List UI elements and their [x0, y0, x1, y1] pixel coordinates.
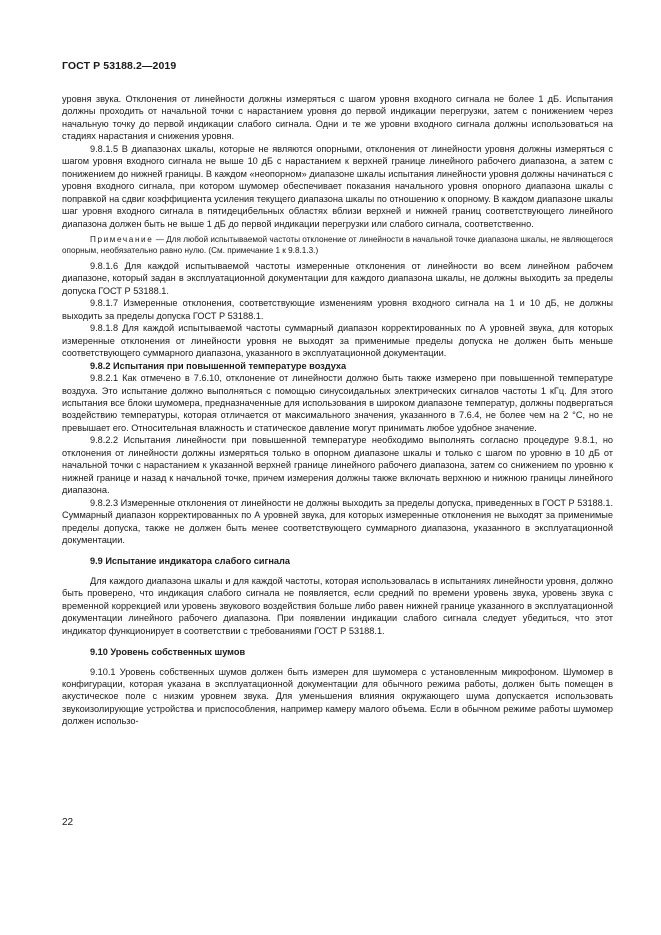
document-body [62, 93, 613, 728]
heading-9-8-2: 9.8.2 Испытания при повышенной температуре воздуха [90, 360, 347, 371]
note-text: — Для любой испытываемой частоты отклонение от линейности в начальной точке диапазона шкалы, не являющегося опорным, необязательно равно нулю. (См. примечание 1 к 9.8.1.3.) [62, 234, 613, 255]
note-label: Примечание [90, 234, 154, 244]
paragraph-continuation: уровня звука. Отклонения от линейности должны измеряться с шагом уровня входного сигнала не более 1 дБ. Испытания должны проходить от начальной точки с нарастанием уровня до первой индикации перегрузки, затем с понижением через начальную точку до первой индикации слабого сигнала. Одни и те же уровни входного сигнала должны использоваться на стадиях нарастания и снижения уровня. [62, 94, 613, 142]
paragraph-9-10-1: 9.10.1 Уровень собственных шумов должен быть измерен для шумомера с установленным микрофоном. Шумомер в конфигурации, которая указана в эксплуатационной документации для обычного режима работы, должен быть помещен в акустическое поле с низким уровнем звука. Для уменьшения влияния окружающего шума допускается использовать звукоизолирующие устройства и приспособления, например камеру малого объема. Если в обычном режиме работы шумомер должен использо- [62, 666, 613, 727]
heading-9-9: 9.9 Испытание индикатора слабого сигнала [90, 556, 290, 567]
document-header: ГОСТ Р 53188.2—2019 [62, 60, 177, 72]
page-number: 22 [62, 817, 74, 828]
paragraph-9-8-1-6: 9.8.1.6 Для каждой испытываемой частоты измеренные отклонения от линейности во всем линейном рабочем диапазоне, который задан в эксплуатационной документации для каждого диапазона шкалы, не должны выходить за пределы допуска ГОСТ Р 53188.1. [62, 260, 613, 296]
paragraph-9-8-2-3: 9.8.2.3 Измеренные отклонения от линейности не должны выходить за пределы допуска, приведенных в ГОСТ Р 53188.1. Суммарный диапазон корректированных по А уровней звука, для которых измеренные отклонения не выходят за применимые пределы допуска, также не должен быть менее соответствующего суммарного диапазона, указанного в эксплуатационной документации. [62, 497, 613, 545]
paragraph-9-8-2-1: 9.8.2.1 Как отмечено в 7.6.10, отклонение от линейности должно быть также измерено при повышенной температуре воздуха. Это испытание должно выполняться с помощью синусоидальных электрических сигналов частоты 1 кГц. Для этого испытания все блоки шумомера, предназначенные для использования в широком диапазоне температур, должны подвергаться воздействию температуры, которая отличается от максимального значения, указанного в 7.6.4, не более чем на 2 °С, но не превышает его. Относительная влажность и статическое давление могут принимать любое удобное значение. [62, 373, 613, 433]
heading-9-10: 9.10 Уровень собственных шумов [90, 647, 246, 658]
paragraph-9-8-1-7: 9.8.1.7 Измеренные отклонения, соответствующие изменениям уровня входного сигнала на 1 и 10 дБ, не должны выходить за пределы допуска ГОСТ Р 53188.1. [62, 298, 613, 321]
paragraph-9-8-2-2: 9.8.2.2 Испытания линейности при повышенной температуре необходимо выполнять согласно процедуре 9.8.1, но отклонения от линейности должны измеряться только в опорном диапазоне шкалы и только с шагом по уровню в 10 дБ от начальной точки с нарастанием к указанной верхней границе линейного рабочего диапазона, затем со снижением по уровню к нижней границе и назад к начальной точке, причем измерения должны также включать верхнюю и нижнюю границы линейного диапазона. [62, 435, 613, 496]
note [62, 234, 613, 256]
paragraph-9-8-1-5: 9.8.1.5 В диапазонах шкалы, которые не являются опорными, отклонения от линейности уровня должны измеряться с шагом уровня входного сигнала не выше 10 дБ с нарастанием к верхней границе линейного рабочего диапазона, а затем с понижением до нижней границы. В каждом «неопорном» диапазоне шкалы испытания линейности уровня должны начинаться с уровня входного сигнала, при котором шумомер обеспечивает показания начального уровня опорного диапазона шкалы с поправкой на сдвиг коэффициента усиления текущего диапазона шкалы по отношению к опорному. В каждом диапазоне шкалы шаг уровня входного сигнала в пятидецибельных областях вблизи верхней и нижней границ соответствующего линейного диапазона должен быть не выше 1 дБ до первой индикации перегрузки или слабого сигнала, соответственно. [62, 143, 613, 229]
paragraph-9-9: Для каждого диапазона шкалы и для каждой частоты, которая использовалась в испытаниях линейности уровня, должно быть проверено, что индикация слабого сигнала не появляется, если средний по времени уровень звука, уровень звука с временной коррекцией или уровень звукового воздействия больше либо равен нижней границе указанного в эксплуатационной документации линейного рабочего диапазона. При появлении индикации слабого сигнала следует убедиться, что этот индикатор функционирует в соответствии с требованиями ГОСТ Р 53188.1. [62, 575, 613, 636]
paragraph-9-8-1-8: 9.8.1.8 Для каждой испытываемой частоты суммарный диапазон корректированных по А уровней звука, для которых измеренные отклонения от линейности уровня не выходят за применимые пределы допуска не должен быть меньше соответствующего суммарного диапазона, указанного в эксплуатационной документации. [62, 323, 613, 359]
